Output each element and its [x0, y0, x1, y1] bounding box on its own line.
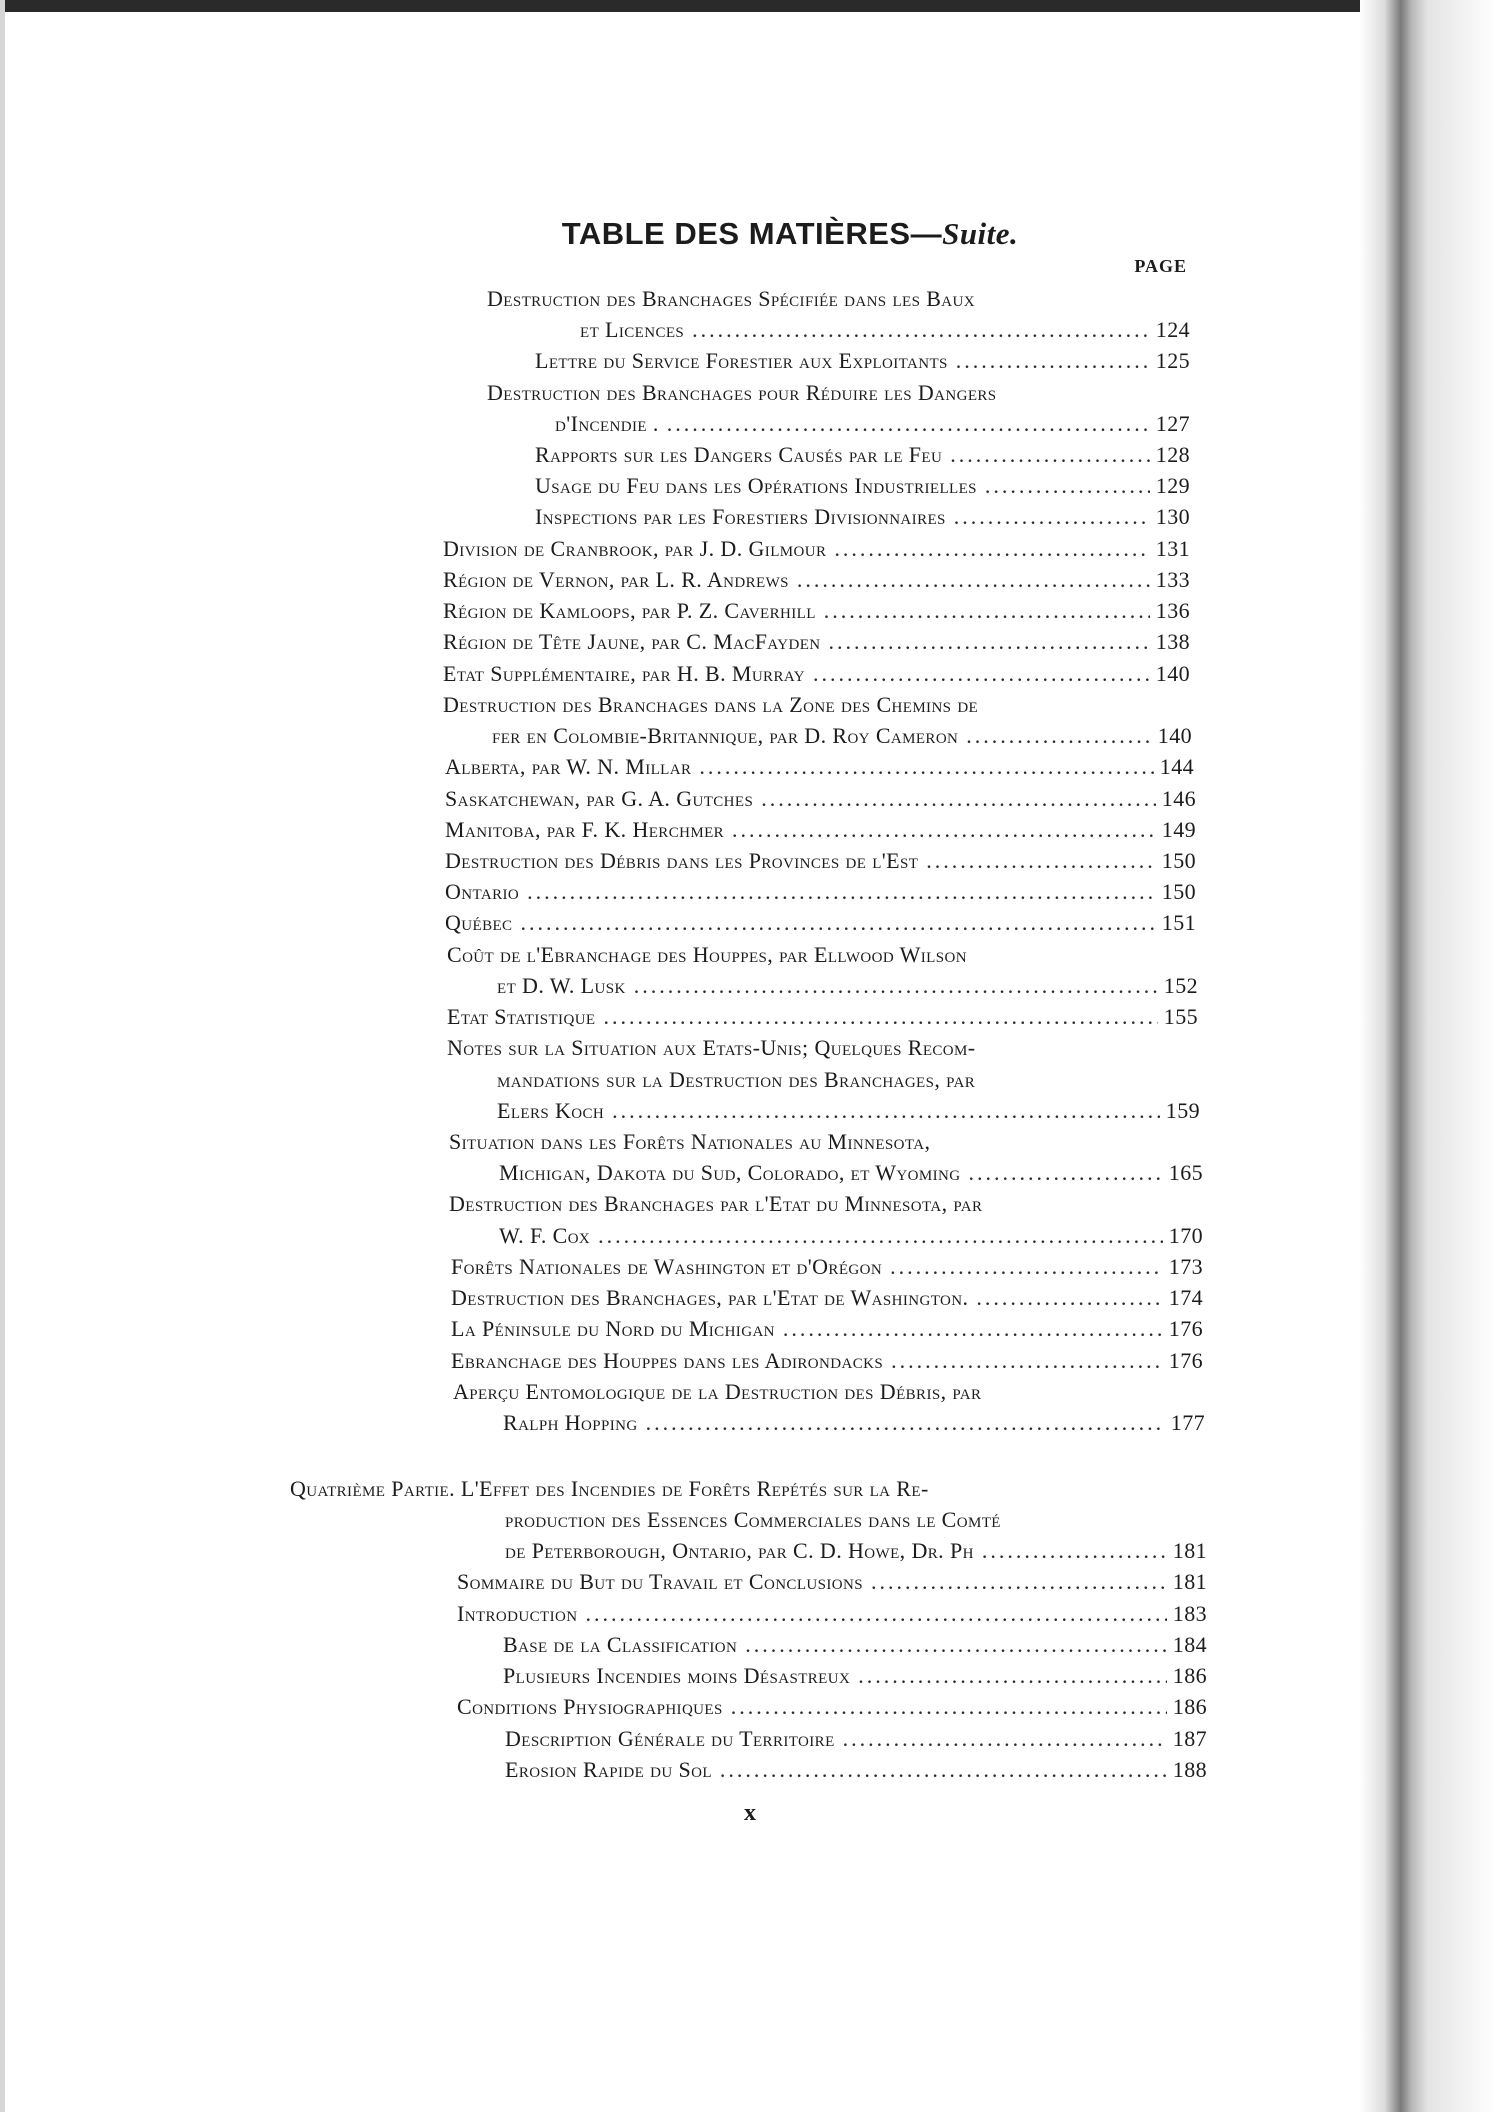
toc-entry: [457, 1599, 1207, 1629]
toc-entry: [497, 1096, 1200, 1126]
toc-leader-dots: [783, 1314, 1163, 1344]
toc-entry-text: Aperçu Entomologique de la Destruction des Débris, par: [453, 1379, 982, 1404]
toc-page-number: 176: [1168, 1348, 1203, 1373]
toc-entry: [445, 877, 1196, 907]
toc-entry-text: Michigan, Dakota du Sud, Colorado, et Wyoming: [499, 1160, 961, 1185]
toc-entry: [503, 1661, 1207, 1691]
toc-page-number: 127: [1155, 411, 1190, 436]
toc-leader-dots: [585, 1599, 1166, 1629]
toc-entry-text: Lettre du Service Forestier aux Exploitants: [535, 348, 948, 373]
toc-leader-dots: [891, 1346, 1163, 1376]
toc-page-number: 149: [1161, 817, 1196, 842]
toc-entry-text: Introduction: [457, 1601, 578, 1626]
toc-page-number: 144: [1159, 754, 1194, 779]
toc-page-number: 125: [1155, 348, 1190, 373]
toc-entry: [443, 627, 1190, 657]
toc-entry-text: W. F. Cox: [499, 1223, 591, 1248]
toc-entry-text: Ontario: [445, 879, 520, 904]
toc-leader-dots: [692, 315, 1150, 345]
toc-entry-text: Région de Vernon, par L. R. Andrews: [443, 567, 789, 592]
toc-entry-text: Notes sur la Situation aux Etats-Unis; Quelques Recom-: [447, 1035, 976, 1060]
toc-entry: [443, 565, 1190, 595]
toc-entry-text: Destruction des Branchages par l'Etat du Minnesota, par: [449, 1191, 983, 1216]
toc-leader-dots: [871, 1567, 1167, 1597]
toc-leader-dots: [745, 1630, 1167, 1660]
toc-leader-dots: [667, 409, 1150, 439]
toc-leader-dots: [699, 752, 1153, 782]
toc-leader-dots: [982, 1536, 1167, 1566]
toc-entry-text: Destruction des Branchages dans la Zone des Chemins de: [443, 692, 979, 717]
toc-entry-text: Description Générale du Territoire: [505, 1726, 835, 1751]
toc-page-number: 181: [1172, 1569, 1207, 1594]
toc-entry: [499, 1221, 1203, 1251]
toc-entry-text: Conditions Physiographiques: [457, 1694, 723, 1719]
toc-entry-text: d'Incendie .: [555, 411, 659, 436]
toc-entry-text: Forêts Nationales de Washington et d'Orégon: [451, 1254, 883, 1279]
toc-leader-dots: [956, 346, 1150, 376]
title-suite: Suite.: [942, 216, 1019, 251]
toc-entry-text: Destruction des Débris dans les Provinces de l'Est: [445, 848, 919, 873]
toc-leader-dots: [858, 1661, 1167, 1691]
page-column-label: PAGE: [1134, 256, 1187, 276]
toc-leader-dots: [612, 1096, 1160, 1126]
toc-entry: [449, 1189, 1156, 1219]
toc-leader-dots: [834, 534, 1149, 564]
toc-entry: [447, 1002, 1198, 1032]
toc-entry: [451, 1314, 1203, 1344]
toc-leader-dots: [985, 471, 1150, 501]
toc-page-number: 187: [1172, 1726, 1207, 1751]
toc-entry: [445, 846, 1196, 876]
toc-entry: [451, 1252, 1203, 1282]
toc-entry: [497, 1065, 1150, 1095]
toc-entry: [443, 534, 1190, 564]
toc-entry-text: Saskatchewan, par G. A. Gutches: [445, 786, 754, 811]
toc-page-number: 152: [1163, 973, 1198, 998]
toc-page-number: 150: [1161, 879, 1196, 904]
toc-entry: [580, 315, 1190, 345]
toc-page-number: 140: [1155, 661, 1190, 686]
toc-entry: [505, 1724, 1207, 1754]
toc-leader-dots: [950, 440, 1150, 470]
toc-leader-dots: [761, 784, 1156, 814]
toc-entry: [492, 721, 1192, 751]
toc-entry-text: Rapports sur les Dangers Causés par le Feu: [535, 442, 943, 467]
toc-leader-dots: [720, 1755, 1167, 1785]
toc-entry-text: Manitoba, par F. K. Herchmer: [445, 817, 725, 842]
toc-page-number: 138: [1155, 629, 1190, 654]
toc-entry: [535, 346, 1190, 376]
toc-page-number: 184: [1172, 1632, 1207, 1657]
toc-entry: [443, 659, 1190, 689]
toc-entry-text: et D. W. Lusk: [497, 973, 626, 998]
toc-entry: [535, 502, 1190, 532]
toc-leader-dots: [954, 502, 1150, 532]
footer-page-number: x: [744, 1800, 756, 1826]
toc-entry-text: Région de Tête Jaune, par C. MacFayden: [443, 629, 821, 654]
toc-entry: [503, 1408, 1205, 1438]
toc-entry-text: Région de Kamloops, par P. Z. Caverhill: [443, 598, 816, 623]
toc-entry: [505, 1505, 1160, 1535]
toc-entry-text: Plusieurs Incendies moins Désastreux: [503, 1663, 851, 1688]
toc-entry: [535, 471, 1190, 501]
toc-page-number: 174: [1168, 1285, 1203, 1310]
toc-entry: [443, 690, 1148, 720]
toc-entry-text: Erosion Rapide du Sol: [505, 1757, 712, 1782]
toc-page-number: 133: [1155, 567, 1190, 592]
toc-leader-dots: [598, 1221, 1163, 1251]
toc-entry: [453, 1377, 1160, 1407]
toc-page-number: 170: [1168, 1223, 1203, 1248]
toc-entry: [505, 1536, 1207, 1566]
toc-page-number: 151: [1161, 910, 1196, 935]
toc-leader-dots: [969, 1158, 1163, 1188]
toc-page-number: 131: [1155, 536, 1190, 561]
toc-entry: [535, 440, 1190, 470]
toc-entry-text: Etat Supplémentaire, par H. B. Murray: [443, 661, 805, 686]
toc-leader-dots: [829, 627, 1150, 657]
toc-page-number: 181: [1172, 1538, 1207, 1563]
toc-entry-text: Quatrième Partie. L'Effet des Incendies de Forêts Repétés sur la Re-: [290, 1476, 929, 1501]
title-main: TABLE DES MATIÈRES—: [561, 216, 943, 251]
toc-entry: [290, 1474, 1153, 1504]
toc-entry: [451, 1283, 1203, 1313]
toc-leader-dots: [813, 659, 1150, 689]
toc-page-number: 183: [1172, 1601, 1207, 1626]
toc-entry-text: Inspections par les Forestiers Divisionnaires: [535, 504, 946, 529]
toc-entry-text: Ebranchage des Houppes dans les Adirondacks: [451, 1348, 884, 1373]
toc-page-number: 124: [1155, 317, 1190, 342]
toc-entry-text: Destruction des Branchages, par l'Etat de Washington.: [451, 1285, 969, 1310]
toc-leader-dots: [731, 1692, 1167, 1722]
toc-leader-dots: [634, 971, 1158, 1001]
toc-entry: [487, 378, 1140, 408]
toc-entry-text: production des Essences Commerciales dans le Comté: [505, 1507, 1001, 1532]
toc-entry: [457, 1567, 1207, 1597]
toc-page-number: 176: [1168, 1316, 1203, 1341]
toc-leader-dots: [527, 877, 1156, 907]
toc-page-number: 140: [1157, 723, 1192, 748]
toc-entry: [451, 1346, 1203, 1376]
toc-leader-dots: [890, 1252, 1163, 1282]
toc-entry: [443, 596, 1190, 626]
toc-entry-text: fer en Colombie-Britannique, par D. Roy Cameron: [492, 723, 959, 748]
toc-page-number: 173: [1168, 1254, 1203, 1279]
toc-page-number: 186: [1172, 1694, 1207, 1719]
toc-entry: [497, 971, 1198, 1001]
toc-leader-dots: [646, 1408, 1165, 1438]
toc-entry-text: Ralph Hopping: [503, 1410, 638, 1435]
toc-page-number: 165: [1168, 1160, 1203, 1185]
toc-page-number: 150: [1161, 848, 1196, 873]
toc-entry-text: Alberta, par W. N. Millar: [445, 754, 692, 779]
toc-page-number: 177: [1170, 1410, 1205, 1435]
toc-page-number: 186: [1172, 1663, 1207, 1688]
toc-page-number: 159: [1165, 1098, 1200, 1123]
toc-entry: [555, 409, 1190, 439]
toc-page-number: 128: [1155, 442, 1190, 467]
toc-entry-text: La Péninsule du Nord du Michigan: [451, 1316, 775, 1341]
toc-page-number: 129: [1155, 473, 1190, 498]
toc-entry-text: de Peterborough, Ontario, par C. D. Howe, Dr. Ph: [505, 1538, 974, 1563]
toc-leader-dots: [976, 1283, 1162, 1313]
toc-page-number: 188: [1172, 1757, 1207, 1782]
toc-page-number: 155: [1163, 1004, 1198, 1029]
toc-page-number: 130: [1155, 504, 1190, 529]
toc-entry-text: Usage du Feu dans les Opérations Industrielles: [535, 473, 977, 498]
toc-entry-text: Destruction des Branchages pour Réduire les Dangers: [487, 380, 997, 405]
toc-entry-text: Destruction des Branchages Spécifiée dans les Baux: [487, 286, 975, 311]
toc-leader-dots: [603, 1002, 1157, 1032]
toc-entry-text: mandations sur la Destruction des Branchages, par: [497, 1067, 976, 1092]
toc-entry-text: Québec: [445, 910, 513, 935]
toc-leader-dots: [926, 846, 1156, 876]
toc-entry-text: Division de Cranbrook, par J. D. Gilmour: [443, 536, 827, 561]
toc-leader-dots: [797, 565, 1150, 595]
toc-entry-text: Situation dans les Forêts Nationales au Minnesota,: [449, 1129, 931, 1154]
toc-entry: [445, 784, 1196, 814]
toc-entry: [445, 815, 1196, 845]
toc-leader-dots: [732, 815, 1156, 845]
toc-entry: [447, 940, 1148, 970]
toc-entry: [503, 1630, 1207, 1660]
toc-entry: [505, 1755, 1207, 1785]
toc-leader-dots: [824, 596, 1150, 626]
toc-entry-text: Elers Koch: [497, 1098, 605, 1123]
toc-leader-dots: [966, 721, 1152, 751]
toc-entry-text: Etat Statistique: [447, 1004, 596, 1029]
toc-entry: [447, 1033, 1150, 1063]
toc-entry: [445, 908, 1196, 938]
toc-entry-text: Base de la Classification: [503, 1632, 738, 1657]
toc-page-number: 136: [1155, 598, 1190, 623]
toc-entry-text: Sommaire du But du Travail et Conclusions: [457, 1569, 863, 1594]
toc-entry: [445, 752, 1194, 782]
toc-entry: [457, 1692, 1207, 1722]
toc-entry: [499, 1158, 1203, 1188]
toc-entry: [449, 1127, 1154, 1157]
toc-leader-dots: [843, 1724, 1167, 1754]
toc-entry-text: et Licences: [580, 317, 685, 342]
toc-leader-dots: [520, 908, 1155, 938]
toc-entry: [487, 284, 1140, 314]
toc-entry-text: Coût de l'Ebranchage des Houppes, par Ellwood Wilson: [447, 942, 967, 967]
toc-page-number: 146: [1161, 786, 1196, 811]
